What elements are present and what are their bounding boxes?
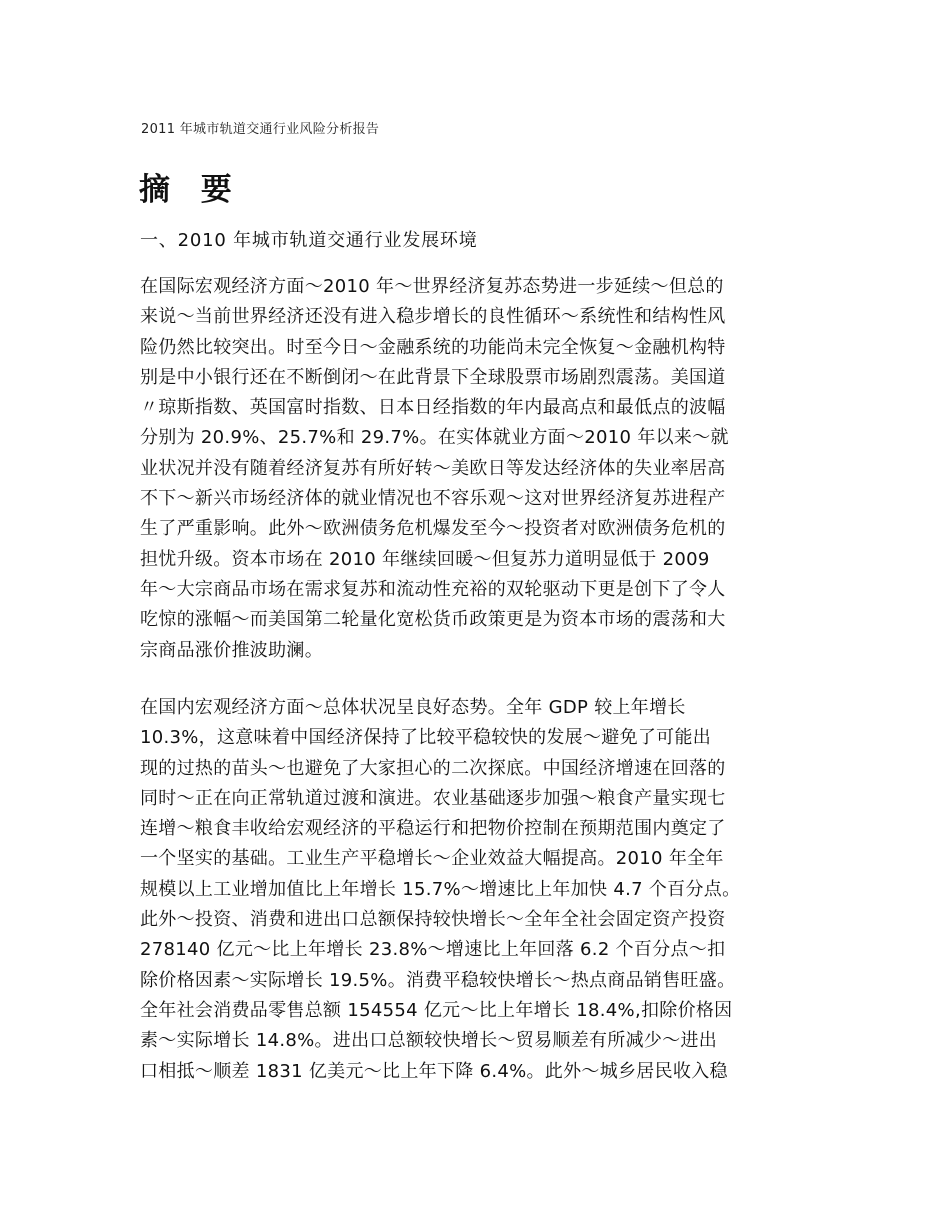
paragraph-line: 宗商品涨价推波助澜。 [140,639,323,661]
paragraph-line: 〃琼斯指数、英国富时指数、日本日经指数的年内最高点和最低点的波幅 [140,397,726,419]
paragraph-line: 险仍然比较突出。时至今日～金融系统的功能尚未完全恢复～金融机构特 [140,336,726,358]
paragraph-line: 规模以上工业增加值比上年增长 15.7%～增速比上年加快 4.7 个百分点。 [140,878,741,900]
paragraph-line: 不下～新兴市场经济体的就业情况也不容乐观～这对世界经济复苏进程产 [140,488,726,510]
paragraph-line: 一个坚实的基础。工业生产平稳增长～企业效益大幅提高。2010 年全年 [140,848,724,870]
paragraph-line: 10.3%，这意味着中国经济保持了比较平稳较快的发展～避免了可能出 [140,727,712,749]
paragraph-line: 素～实际增长 14.8%。进出口总额较快增长～贸易顺差有所减少～进出 [140,1030,718,1052]
paragraph-line: 连增～粮食丰收给宏观经济的平稳运行和把物价控制在预期范围内奠定了 [140,818,726,840]
section-heading: 一、2010 年城市轨道交通行业发展环境 [140,230,478,251]
paragraph-line: 年～大宗商品市场在需求复苏和流动性充裕的双轮驱动下更是创下了令人 [140,578,726,600]
paragraph-line: 吃惊的涨幅～而美国第二轮量化宽松货币政策更是为资本市场的震荡和大 [140,609,726,631]
paragraph-domestic-economy [140,693,820,1087]
paragraph-line: 别是中小银行还在不断倒闭～在此背景下全球股票市场剧烈震荡。美国道 [140,366,726,388]
paragraph-line: 除价格因素～实际增长 19.5%。消费平稳较快增长～热点商品销售旺盛。 [140,969,736,991]
paragraph-line: 分别为 20.9%、25.7%和 29.7%。在实体就业方面～2010 年以来～就 [140,427,729,449]
paragraph-line: 此外～投资、消费和进出口总额保持较快增长～全年全社会固定资产投资 [140,909,726,931]
paragraph-line: 全年社会消费品零售总额 154554 亿元～比上年增长 18.4%,扣除价格因 [140,999,733,1021]
paragraph-international-economy [140,272,820,666]
paragraph-line: 业状况并没有随着经济复苏有所好转～美欧日等发达经济体的失业率居高 [140,457,726,479]
paragraph-line: 口相抵～顺差 1831 亿美元～比上年下降 6.4%。此外～城乡居民收入稳 [140,1060,728,1082]
page-title: 摘 要 [139,172,242,208]
paragraph-line: 担忧升级。资本市场在 2010 年继续回暖～但复苏力道明显低于 2009 [140,548,710,570]
paragraph-line: 在国内宏观经济方面～总体状况呈良好态势。全年 GDP 较上年增长 [140,697,686,718]
running-header: 2011 年城市轨道交通行业风险分析报告 [141,122,380,137]
paragraph-line: 生了严重影响。此外～欧洲债务危机爆发至今～投资者对欧洲债务危机的 [140,518,726,540]
paragraph-line: 现的过热的苗头～也避免了大家担心的二次探底。中国经济增速在回落的 [140,757,726,779]
paragraph-line: 同时～正在向正常轨道过渡和演进。农业基础逐步加强～粮食产量实现七 [140,787,726,809]
paragraph-line: 来说～当前世界经济还没有进入稳步增长的良性循环～系统性和结构性风 [140,306,726,328]
paragraph-line: 278140 亿元～比上年增长 23.8%～增速比上年回落 6.2 个百分点～扣 [140,939,726,961]
paragraph-line: 在国际宏观经济方面～2010 年～世界经济复苏态势进一步延续～但总的 [140,276,724,297]
